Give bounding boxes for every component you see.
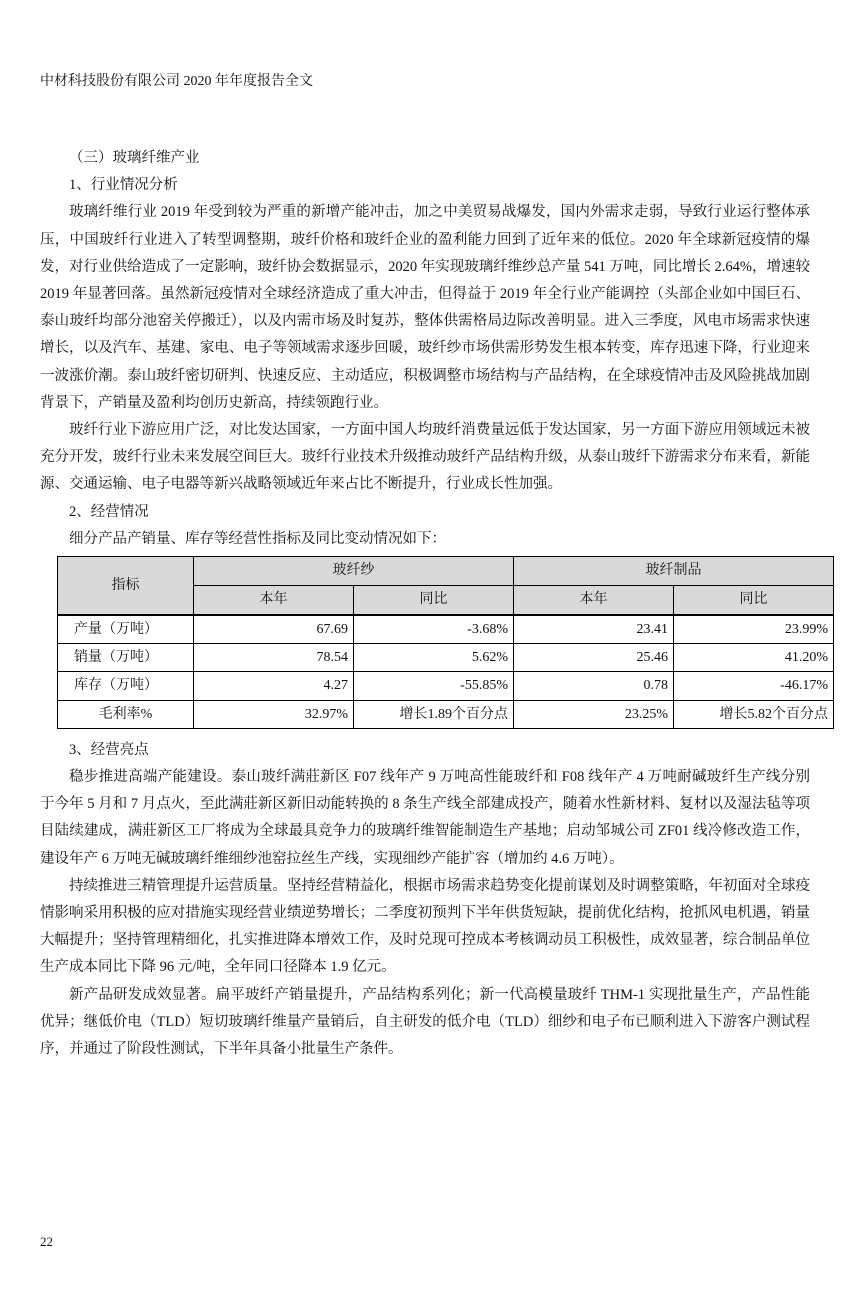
table-row-inventory [58,672,834,700]
col-header-yarn-current-year: 本年 [194,586,354,616]
cell-gross-margin-yarn-current: 32.97% [194,700,354,728]
row-label-sales: 销量（万吨） [58,644,194,672]
table-intro-text: 细分产品产销量、库存等经营性指标及同比变动情况如下： [69,530,446,547]
page-number: 22 [40,1234,53,1249]
cell-output-products-yoy: 23.99% [674,615,834,644]
col-group-glass-fiber-products: 玻纤制品 [514,557,834,586]
cell-inventory-yarn-current: 4.27 [194,672,354,700]
operations-table-wrapper [57,556,828,729]
section-heading-glass-fiber: （三）玻璃纤维产业 [69,150,200,166]
report-header: 中材科技股份有限公司 2020 年年度报告全文 [40,74,313,89]
col-header-products-yoy: 同比 [674,586,834,616]
cell-inventory-products-current: 0.78 [514,672,674,700]
row-label-inventory: 库存（万吨） [58,672,194,700]
table-row-gross-margin [58,700,834,728]
cell-inventory-yarn-yoy: -55.85% [354,672,514,700]
subsection-operating-situation: 2、经营情况 [69,503,149,520]
subsection-industry-analysis: 1、行业情况分析 [69,177,178,194]
paragraph-highlight-new-products: 新产品研发成效显著。扁平玻纤产销量提升，产品结构系列化；新一代高模量玻纤 THM-1 实现批量生产，产品性能优异；继低价电（TLD）短切玻璃纤维量产量销后，自主研发的低介电（TLD）细纱和电子布已顺利进入下游客户测试程序，并通过了阶段性测试，下半年具备小批量生产条件。 [40,986,810,1058]
paragraph-industry-1: 玻璃纤维行业 2019 年受到较为严重的新增产能冲击，加之中美贸易战爆发，国内外需求走弱，导致行业运行整体承压，中国玻纤行业进入了转型调整期，玻纤价格和玻纤企业的盈利能力回到了近年来的低位。2020 年全球新冠疫情的爆发，对行业供给造成了一定影响，玻纤协会数据显示，2020 年实现玻璃纤维纱总产量 541 万吨，同比增长 2.64%，增速较 2019 年显著回落。虽然新冠疫情对全球经济造成了重大冲击，但得益于 2019 年全行业产能调控（头部企业如中国巨石、泰山玻纤均部分池窑关停搬迁），以及内需市场及时复苏，整体供需格局边际改善明显。进入三季度，风电市场需求快速增长，以及汽车、基建、家电、电子等领域需求逐步回暖，玻纤纱市场供需形势发生根本转变，库存迅速下降，行业迎来一波涨价潮。泰山玻纤密切研判、快速反应、主动适应，积极调整市场结构与产品结构，在全球疫情冲击及风险挑战加剧背景下，产销量及盈利均创历史新高，持续领跑行业。 [40,204,810,411]
cell-gross-margin-products-current: 23.25% [514,700,674,728]
row-label-output: 产量（万吨） [58,615,194,644]
col-header-indicator: 指标 [58,557,194,616]
col-group-glass-fiber-yarn: 玻纤纱 [194,557,514,586]
cell-sales-yarn-current: 78.54 [194,644,354,672]
cell-gross-margin-products-yoy: 增长5.82个百分点 [674,700,834,728]
row-label-gross-margin: 毛利率% [58,700,194,728]
operations-table [57,556,834,729]
cell-output-yarn-current: 67.69 [194,615,354,644]
document-body [0,145,850,1063]
cell-sales-yarn-yoy: 5.62% [354,644,514,672]
cell-output-products-current: 23.41 [514,615,674,644]
col-header-products-current-year: 本年 [514,586,674,616]
cell-sales-products-current: 25.46 [514,644,674,672]
paragraph-highlight-capacity: 稳步推进高端产能建设。泰山玻纤满莊新区 F07 线年产 9 万吨高性能玻纤和 F08 线年产 4 万吨耐碱玻纤生产线分别于今年 5 月和 7 月点火，至此满莊新区新旧动能转换的 8 条生产线全部建成投产，随着水性新材料、复材以及湿法毡等项目陆续建成，满莊新区工厂将成为全球最具竞争力的玻璃纤维智能制造生产基地；启动邹城公司 ZF01 线冷修改造工作，建设年产 6 万吨无碱玻璃纤维细纱池窑拉丝生产线，实现细纱产能扩容（增加约 4.6 万吨）。 [40,769,810,867]
paragraph-industry-2: 玻纤行业下游应用广泛，对比发达国家，一方面中国人均玻纤消费量远低于发达国家，另一方面下游应用领域远未被充分开发，玻纤行业未来发展空间巨大。玻纤行业技术升级推动玻纤产品结构升级，从泰山玻纤下游需求分布来看，新能源、交通运输、电子电器等新兴战略领域近年来占比不断提升，行业成长性加强。 [40,422,810,493]
col-header-yarn-yoy: 同比 [354,586,514,616]
paragraph-highlight-management: 持续推进三精管理提升运营质量。坚持经营精益化，根据市场需求趋势变化提前谋划及时调整策略，年初面对全球疫情影响采用积极的应对措施实现经营业绩逆势增长；二季度初预判下半年供货短缺，提前优化结构，抢抓风电机遇，销量大幅提升；坚持管理精细化，扎实推进降本增效工作，及时兑现可控成本考核调动员工积极性，成效显著，综合制品单位生产成本同比下降 96 元/吨，全年同口径降本 1.9 亿元。 [40,877,810,976]
cell-output-yarn-yoy: -3.68% [354,615,514,644]
cell-gross-margin-yarn-yoy: 增长1.89个百分点 [354,700,514,728]
table-header-row-groups [58,557,834,586]
cell-sales-products-yoy: 41.20% [674,644,834,672]
table-row-output [58,615,834,644]
subsection-operating-highlights: 3、经营亮点 [69,741,149,758]
cell-inventory-products-yoy: -46.17% [674,672,834,700]
table-row-sales [58,644,834,672]
